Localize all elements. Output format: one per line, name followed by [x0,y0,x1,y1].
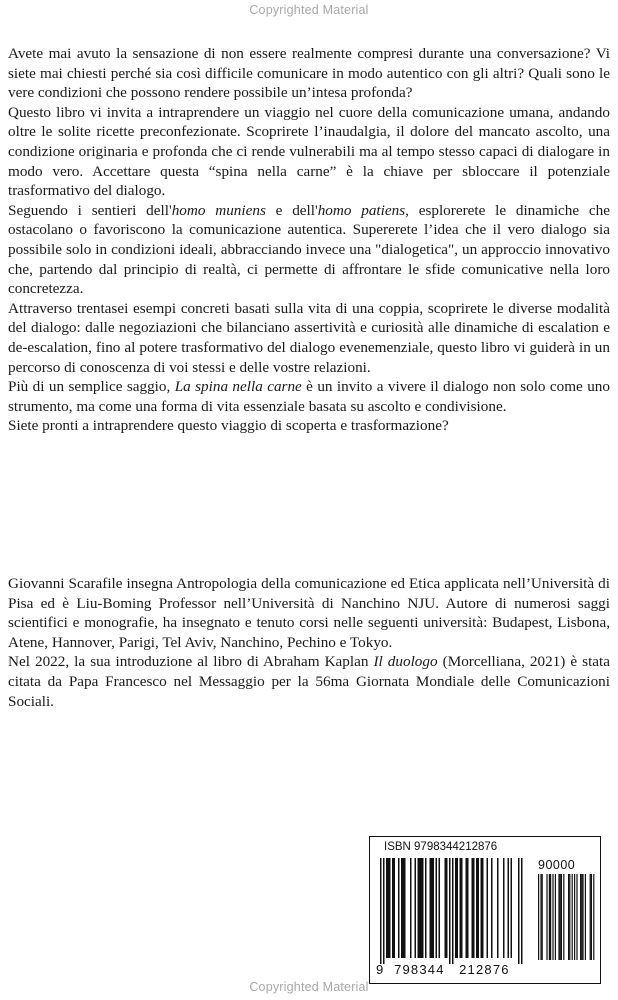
barcode-bar [487,858,489,958]
barcode-bar [461,858,463,958]
addon-bar [581,874,582,960]
addon-bar [591,874,592,960]
barcode-bar [383,858,385,964]
barcode-bar [433,858,435,958]
barcode-bar [511,858,513,958]
barcode-bar [460,858,462,958]
barcode-bar [430,858,432,958]
title-italic-text: Il duologo [373,653,438,671]
author-biography [8,574,610,711]
barcode-bar [473,858,475,958]
addon-bar [538,874,539,960]
ean13-barcode-graphic [380,858,530,964]
barcode-bar [425,858,427,958]
addon-bar [560,874,561,960]
barcode-digits-left: 798344 [394,962,445,977]
addon-bar [593,874,594,960]
paragraph-text: Questo libro vi invita a intraprendere un viaggio nel cuore della comunicazione umana, andando oltre le solite ricette preconfezionate. Scoprirete l’inaudalgia, il dolore del mancato ascolto, una condizione originaria e profonda che ci rende vulnerabili ma al tempo stesso capaci di dialogare in modo vero. Accettare questa “spina nella carne” è la chiave per sbloccare il potenziale trasformativo del dialogo. [8,103,610,200]
addon-bar [590,874,591,960]
barcode-digits [376,962,510,977]
bio-paragraph [8,574,610,652]
copyright-watermark-top: Copyrighted Material [249,3,369,17]
isbn-label: ISBN 9798344212876 [384,841,498,853]
barcode-bar [518,858,520,964]
addon-bar [561,874,562,960]
synopsis-paragraph [8,201,610,299]
barcode-digit-first: 9 [376,962,385,977]
barcode-bar [392,858,394,958]
barcode-bar [436,858,438,958]
barcode-bar [398,858,400,958]
addon-bar [582,874,583,960]
synopsis-paragraph [8,299,610,377]
copyright-watermark-bottom: Copyrighted Material [249,980,369,994]
title-italic-text: homo muniens [171,201,266,219]
barcode-bar [455,858,457,958]
addon-bar [572,874,573,960]
paragraph-text: Seguendo i sentieri dell' [8,201,172,219]
title-italic-text: homo patiens [317,201,406,219]
barcode-bar [389,858,391,958]
addon-bar [558,874,559,960]
paragraph-text: Siete pronti a intraprendere questo viaggio di scoperta e trasformazione? [8,417,449,435]
barcode-bar [467,858,469,958]
barcode-bar [449,858,451,964]
barcode-bar [521,858,523,964]
barcode-bar [421,858,423,958]
addon-bar [574,874,575,960]
barcode-bar [497,858,499,958]
addon-barcode-graphic [538,874,596,962]
barcode-bar [508,858,510,958]
barcode-bar [431,858,433,958]
paragraph-text: , esplorerete le dinamiche che ostacolano o favoriscono la comunicazione autentica. Supererete l’idea che il vero dialogo sia possibile solo in condizioni ideali, abbracciando invece una "dialogetica", un approccio innovativo che, partendo dal principio di realtà, ci permette di affrontare le sfide comunicative nella loro concretezza. [8,201,610,298]
bio-paragraph [8,652,610,711]
addon-bar [576,874,577,960]
paragraph-text: e dell' [265,201,318,219]
barcode-bar [452,858,454,964]
price-code: 90000 [538,858,576,872]
addon-bar [568,874,569,960]
paragraph-text: Giovanni Scarafile insegna Antropologia della comunicazione ed Etica applicata nell’Università di Pisa ed è Liu-Boming Professor nell’Università di Nanchino NJU. Autore di numerosi saggi scientifici e monografie, ha insegnato e tenuto corsi nelle seguenti università: Budapest, Lisbona, Atene, Hannover, Parigi, Tel Aviv, Nanchino, Pechino e Tokyo. [8,575,610,651]
barcode-bar [415,858,417,958]
synopsis-paragraph [8,377,610,416]
barcode-bar [403,858,405,958]
addon-bar [542,874,543,960]
addon-bar [550,874,551,960]
paragraph-text: è un invito a vivere il dialogo non solo come uno strumento, ma come una forma di vita essenziale basata su ascolto e condivisione. [8,378,610,415]
addon-bar [563,874,564,960]
barcode-bar [422,858,424,958]
barcode-bar [457,858,459,958]
paragraph-text: Nel 2022, la sua introduzione al libro di Abraham Kaplan [8,653,374,671]
barcode-bar [404,858,406,958]
synopsis-paragraph [8,44,610,103]
addon-bar [555,874,556,960]
addon-bar [580,874,581,960]
barcode-bar [388,858,390,958]
addon-bar [549,874,550,960]
barcode-bar [472,858,474,958]
barcode-bar [481,858,483,958]
paragraph-text: Più di un semplice saggio, [8,378,175,396]
barcode-bar [478,858,480,958]
paragraph-text: Attraverso trentasei esempi concreti basati sulla vita di una coppia, scoprirete le diverse modalità del dialogo: dalle negoziazioni che bilanciano assertività e curiosità alle dinamiche di escalation e de-escalation, fino al potere trasformativo del dialogo evenemenziale, questo libro vi guiderà in un percorso di conoscenza di voi stessi e delle vostre relazioni. [8,299,610,376]
barcode-bar [418,858,420,958]
barcode-bar [503,858,505,958]
addon-bar [540,874,541,960]
paragraph-text: Avete mai avuto la sensazione di non essere realmente compresi durante una conversazione? Vi siete mai chiesti perché sia così difficile comunicare in modo autentico con gli altri? Quali sono le vere condizioni che possono rendere possibile un’intesa profonda? [8,45,610,102]
back-cover-synopsis [8,44,610,436]
addon-bar [546,874,547,960]
barcode-bar [439,858,441,958]
addon-bar [552,874,553,960]
paragraph-text: (Morcelliana, 2021) è stata citata da Papa Francesco nel Messaggio per la 56ma Giornata Mondiale delle Comunicazioni Sociali. [8,653,610,710]
synopsis-paragraph [8,416,610,436]
title-italic-text: La spina nella carne [174,378,302,396]
barcode-bar [445,858,447,958]
barcode-bar [446,858,448,958]
barcode-bar [476,858,478,958]
barcode-bar [482,858,484,958]
barcode-digits-right: 212876 [459,962,510,977]
barcode-bar [466,858,468,958]
barcode-bar [380,858,382,964]
barcode-bar [410,858,412,958]
barcode-bar [401,858,403,958]
synopsis-paragraph [8,103,610,201]
addon-bar [585,874,586,960]
barcode-bar [394,858,396,958]
barcode-bar [386,858,388,958]
barcode-bar [419,858,421,958]
addon-bar [569,874,570,960]
barcode-bar [491,858,493,958]
